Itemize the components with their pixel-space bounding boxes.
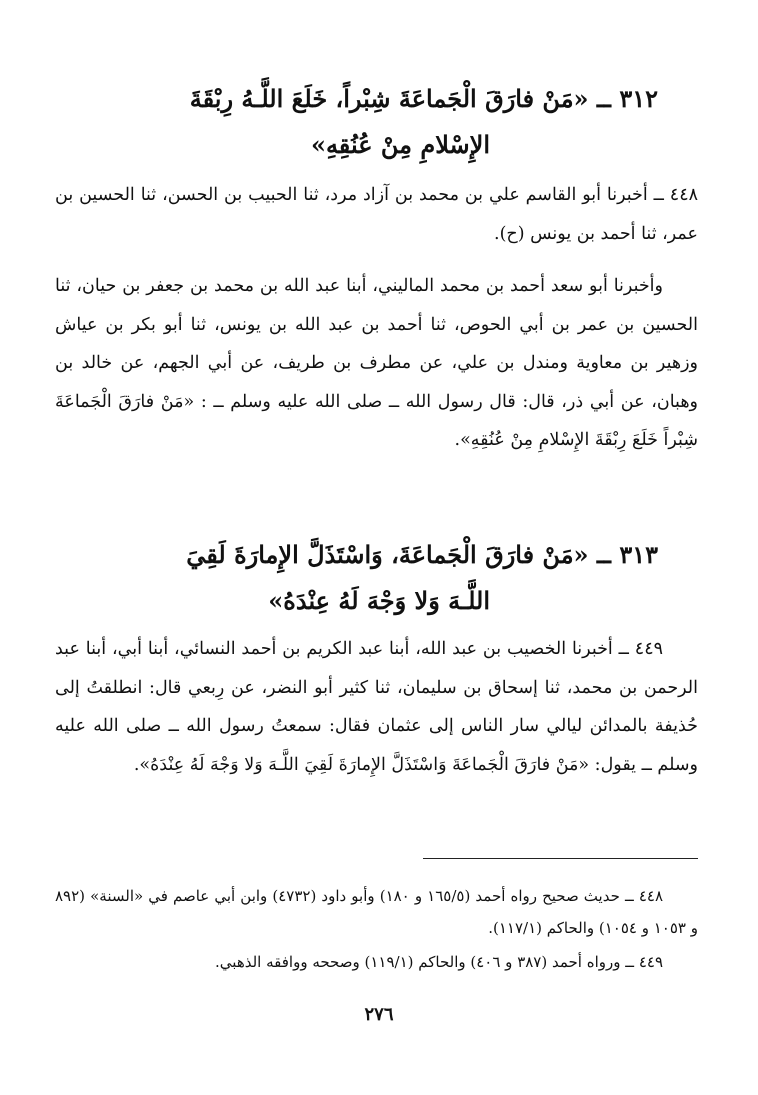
chapter-312-number: ٣١٢ [619, 84, 658, 113]
chapter-312-title-line2: الإِسْلامِ مِنْ عُنُقِهِ» [310, 130, 490, 159]
chapter-313-heading [60, 532, 658, 624]
hadith-448-isnad-2: وأخبرنا أبو سعد أحمد بن محمد الماليني، أبنا عبد الله بن محمد بن جعفر بن حيان، ثنا الحسين بن عمر بن أبي الحوص، ثنا أحمد بن عبد الله بن يونس، ثنا أبو بكر بن عياش وزهير بن معاوية ومندل بن علي، عن مطرف بن طريف، عن أبي الجهم، عن خالد بن وهبان، عن أبي ذر، قال: قال رسول الله ــ صلى الله عليه وسلم ــ : «مَنْ فارَقَ الْجَماعَةَ شِبْراً خَلَعَ رِبْقَةَ الإِسْلامِ مِنْ عُنُقِهِ». [55, 276, 698, 450]
hadith-448-isnad-1: ٤٤٨ ــ أخبرنا أبو القاسم علي بن محمد بن آزاد مرد، ثنا الحبيب بن الحسن، ثنا الحسين بن عمر، ثنا أحمد بن يونس (ح). [55, 185, 698, 244]
footnote-divider [423, 858, 698, 859]
chapter-312-heading [60, 76, 658, 168]
chapter-313-title-line2: اللَّـهَ وَلا وَجْهَ لَهُ عِنْدَهُ» [268, 586, 490, 615]
page-number: ٢٧٦ [364, 1004, 394, 1025]
footnote-448: ٤٤٨ ــ حديث صحيح رواه أحمد (١٦٥/٥ و ١٨٠) وأبو داود (٤٧٣٢) وابن أبي عاصم في «السنة» (٨٩٢ و ١٠٥٣ و ١٠٥٤) والحاكم (١١٧/١). [55, 887, 698, 937]
footnote-449: ٤٤٩ ــ ورواه أحمد (٣٨٧ و ٤٠٦) والحاكم (١١٩/١) وصححه ووافقه الذهبي. [215, 953, 663, 971]
hadith-449-text: ٤٤٩ ــ أخبرنا الخصيب بن عبد الله، أبنا عبد الكريم بن أحمد النسائي، أبنا أبي، أبنا عبد الرحمن بن محمد، ثنا إسحاق بن سليمان، ثنا كثير أبو النضر، عن رِبعي قال: انطلقتُ إلى حُذيفة بالمدائن ليالي سار الناس إلى عثمان فقال: سمعتُ رسول الله ــ صلى الله عليه وسلم ــ يقول: «مَنْ فارَقَ الْجَماعَةَ وَاسْتَذَلَّ الإِمارَةَ لَقِيَ اللَّـهَ وَلا وَجْهَ لَهُ عِنْدَهُ». [55, 639, 698, 775]
chapter-312-title-line1: ــ «مَنْ فارَقَ الْجَماعَةَ شِبْراً، خَلَعَ اللَّـهُ رِبْقَةَ [189, 84, 611, 113]
chapter-313-number: ٣١٣ [619, 540, 658, 569]
chapter-313-title-line1: ــ «مَنْ فارَقَ الْجَماعَةَ، وَاسْتَذَلَّ الإِمارَةَ لَقِيَ [186, 540, 611, 569]
